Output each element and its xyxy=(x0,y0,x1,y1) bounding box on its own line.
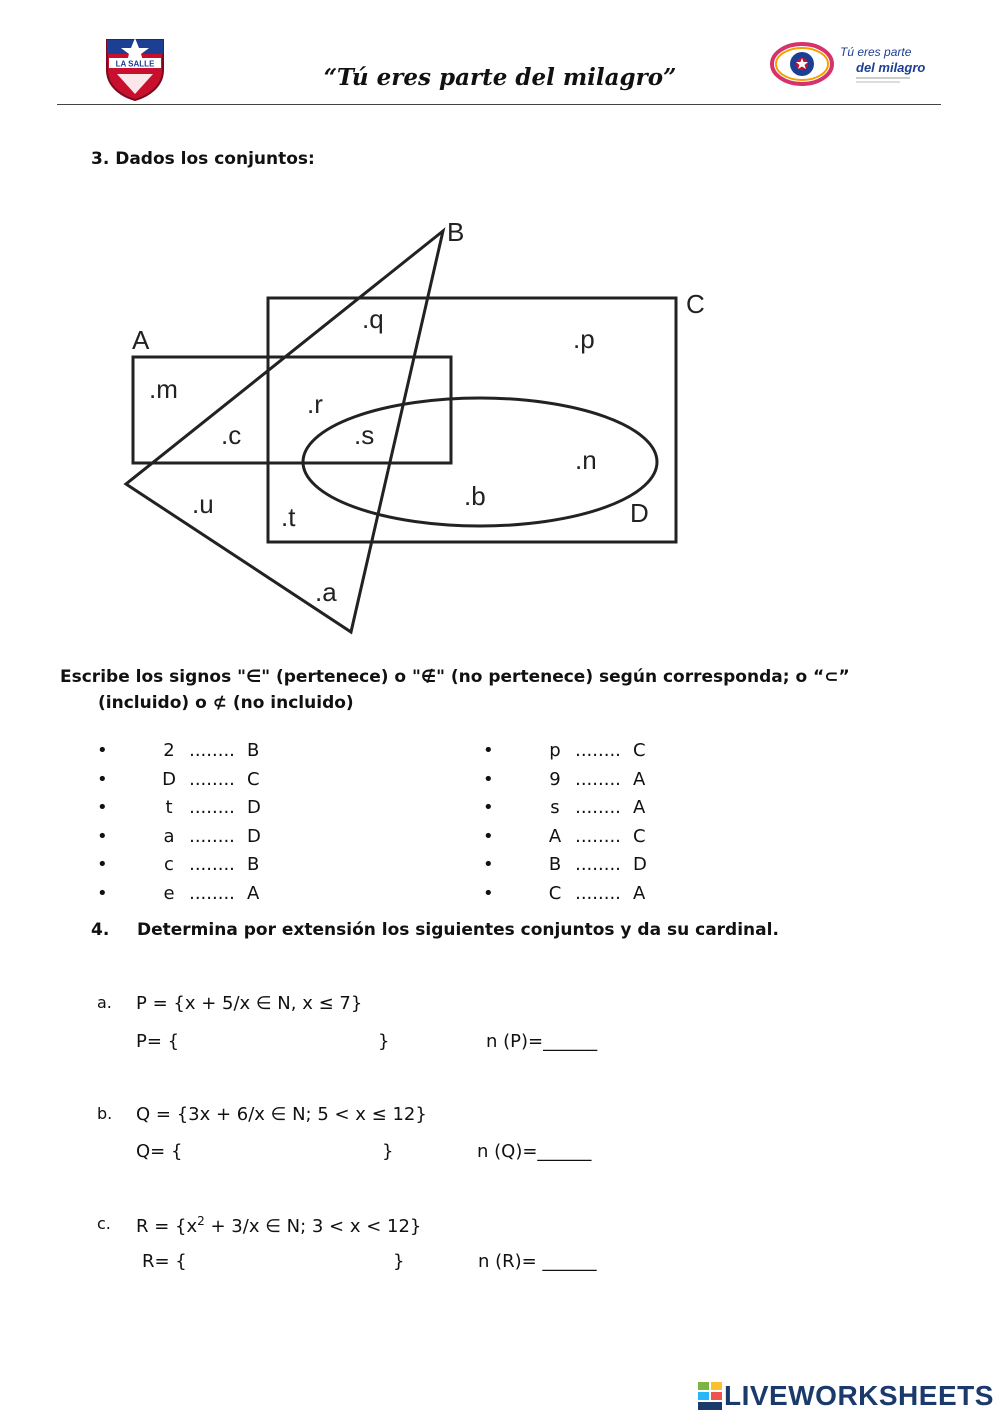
header-motto: “Tú eres parte del milagro” xyxy=(323,64,677,91)
list-item[interactable]: • D ........ C xyxy=(97,768,260,790)
list-item[interactable]: • c ........ B xyxy=(97,854,260,875)
list-item[interactable]: • p ........ C xyxy=(483,740,646,761)
instructions xyxy=(60,664,940,716)
list-item[interactable]: • e ........ A xyxy=(97,882,260,904)
item-c-cardinal[interactable]: n (R)= ______ xyxy=(478,1251,597,1272)
venn-diagram xyxy=(0,200,1000,650)
item-a-cardinal[interactable]: n (P)=______ xyxy=(486,1031,598,1052)
set-label-c: C xyxy=(686,289,705,319)
list-item[interactable]: • a ........ D xyxy=(97,825,261,847)
point-a: .a xyxy=(315,577,337,607)
item-b-cardinal[interactable]: n (Q)=______ xyxy=(477,1141,592,1162)
list-item[interactable]: • 9 ........ A xyxy=(483,768,646,790)
point-t: .t xyxy=(281,502,296,532)
campaign-logo-line1: Tú eres parte xyxy=(840,45,912,59)
la-salle-logo-text: LA SALLE xyxy=(115,59,155,69)
liveworksheets-text: LIVEWORKSHEETS xyxy=(724,1380,994,1411)
campaign-logo xyxy=(770,40,930,92)
point-s: .s xyxy=(354,420,375,450)
point-b: .b xyxy=(464,481,486,511)
item-b-set-close: } xyxy=(382,1141,394,1162)
set-label-a: A xyxy=(132,325,150,355)
item-a-definition: P = {x + 5/x ∈ N, x ≤ 7} xyxy=(136,993,363,1014)
item-c-label: c. xyxy=(97,1214,111,1233)
point-q: .q xyxy=(362,304,384,334)
list-item[interactable]: • B ........ D xyxy=(483,854,647,875)
set-label-d: D xyxy=(630,498,649,528)
point-c: .c xyxy=(221,420,242,450)
set-b-triangle xyxy=(126,231,443,632)
item-b-definition: Q = {3x + 6/x ∈ N; 5 < x ≤ 12} xyxy=(136,1104,427,1125)
item-a-set-close: } xyxy=(378,1031,390,1052)
point-m: .m xyxy=(149,374,178,404)
header-rule xyxy=(57,104,941,105)
instructions-line-2: (incluido) o ⊄ (no incluido) xyxy=(98,693,354,713)
item-c-set-open: R= { xyxy=(142,1251,187,1272)
item-a-label: a. xyxy=(97,993,112,1012)
point-r: .r xyxy=(307,389,323,419)
item-c-definition: $R = \{x^2 + 3/x$ ∈ N; 3 < x < 12} xyxy=(136,1214,422,1237)
list-item[interactable]: • s ........ A xyxy=(483,797,646,818)
question-3-title: 3. Dados los conjuntos: xyxy=(91,149,315,169)
question-4-number: 4. xyxy=(91,920,110,940)
membership-list-right xyxy=(483,737,661,908)
set-label-b: B xyxy=(447,217,465,247)
liveworksheets-brand[interactable] xyxy=(698,1380,994,1412)
item-b-label: b. xyxy=(97,1104,113,1123)
item-a-set-open: P= { xyxy=(136,1031,180,1052)
point-p: .p xyxy=(573,324,595,354)
question-4-title: Determina por extensión los siguientes conjuntos y da su cardinal. xyxy=(137,920,779,940)
membership-list-left xyxy=(97,737,275,908)
point-u: .u xyxy=(192,489,214,519)
list-item[interactable]: • 2 ........ B xyxy=(97,740,260,761)
list-item[interactable]: • A ........ C xyxy=(483,825,646,847)
list-item[interactable]: • C ........ A xyxy=(483,882,646,904)
instructions-line-1: Escribe los signos "∈" (pertenece) o "∉" (no pertenece) según corresponda; o “⊂” xyxy=(60,667,850,687)
live-badge-icon xyxy=(698,1382,722,1410)
item-b-set-open: Q= { xyxy=(136,1141,183,1162)
campaign-logo-line2: del milagro xyxy=(856,60,926,75)
item-c-set-close: } xyxy=(393,1251,405,1272)
list-item[interactable]: • t ........ D xyxy=(97,797,261,818)
point-n: .n xyxy=(575,445,597,475)
